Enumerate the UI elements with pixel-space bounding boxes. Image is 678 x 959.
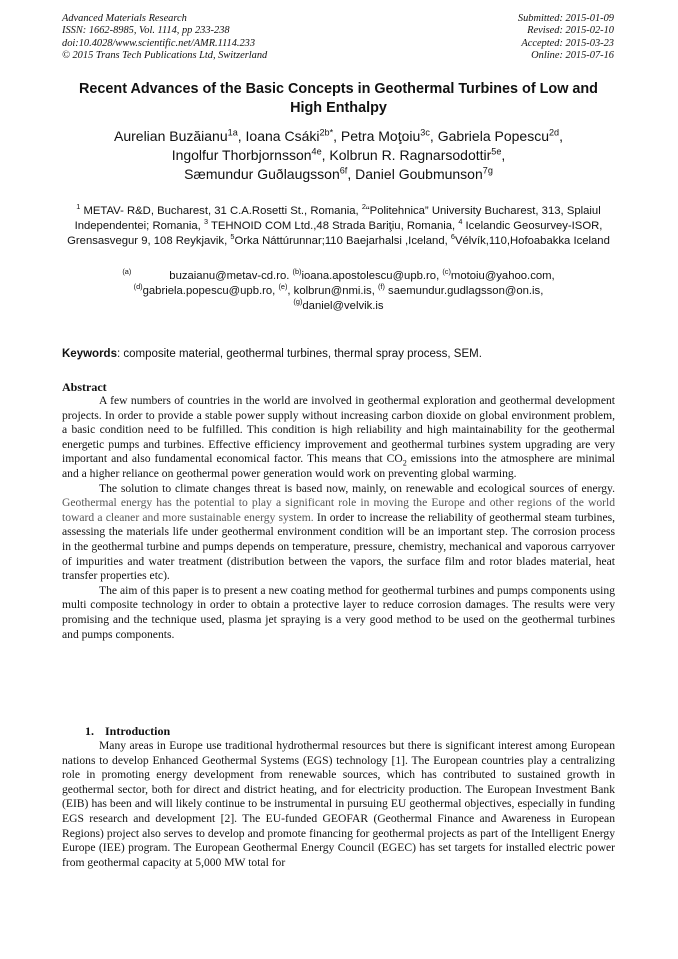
paper-title: Recent Advances of the Basic Concepts in Geothermal Turbines of Low and High Enthalpy: [79, 81, 598, 116]
abstract-paragraph: The aim of this paper is to present a new coating method for geothermal turbines and pumps components using multi composite technology in order to obtain a protective layer to reduce corrosion damages. The results were very promising and the technique used, plasma jet spraying is a very good method to be used on the geothermal turbines and pumps components.: [62, 583, 615, 641]
author: Ioana Csáki$^{2b*}$,: [245, 127, 341, 144]
affiliation: $^5$Orka Náttúrunnar;110 Baejarhalsi ,Iceland,: [230, 232, 451, 248]
affiliations: [62, 204, 615, 250]
email[interactable]: $^{(e)}$, kolbrun@nmi.is,: [278, 282, 378, 298]
journal-copyright: © 2015 Trans Tech Publications Ltd, Switzerland: [62, 49, 268, 61]
author: Sæmundur Guðlaugsson$^{6f}$,: [184, 165, 356, 182]
date-submitted: Submitted: 2015-01-09: [517, 13, 614, 24]
email[interactable]: $^{(a)}$ buzaianu@metav-cd.ro.: [122, 267, 293, 282]
section-number: 1.: [85, 724, 94, 738]
affiliation: $^2$“Politehnica” University Bucharest, 313, Splaiul Independentei; Romania,: [74, 202, 601, 233]
affiliation: $^1$ METAV- R&D, Bucharest, 31 C.A.Rosetti St., Romania,: [76, 202, 362, 217]
author-emails: [62, 269, 615, 315]
affiliation: $^3$ TEHNOID COM Ltd.,48 Strada Bariţiu, Romania,: [203, 217, 459, 233]
abstract-heading: Abstract: [62, 380, 107, 394]
section-title: Introduction: [105, 724, 171, 738]
author: Daniel Goubmunson$^{7g}$: [355, 165, 493, 182]
affiliation: $^6$Vélvík,110,Hofoabakka Iceland: [450, 232, 610, 248]
author: Gabriela Popescu$^{2d}$,: [437, 127, 563, 144]
journal-info: [62, 13, 267, 62]
date-revised: Revised: 2015-02-10: [527, 25, 614, 37]
section-heading-introduction: [85, 724, 170, 738]
introduction-paragraph: Many areas in Europe use traditional hydrothermal resources but there is significant interest among European nations to develop Enhanced Geothermal Systems (EGS) technology [1]. The European countries play a centralizing role in promoting energy development from renewable sources, which has contributed to sustained growth in geothermal sector, both for direct and district heating, and for electricity production. The European Investment Bank (EIB) has been and will likely continue to be instrumental in pursuing EU geothermal objectives, especially in funding EGS research and development [2]. The EU-funded GEOFAR (Geothermal Finance and Awareness in European Regions) project also serves to develop and promote financing for geothermal projects as part of the Intelligent Energy Europe (IEE) program. The European Geothermal Energy Council (EGEC) has set targets for installed electric power from geothermal capacity at 5,000 MW total for: [62, 739, 615, 869]
journal-name: Advanced Materials Research: [62, 13, 187, 24]
journal-issn: ISSN: 1662-8985, Vol. 1114, pp 233-238: [62, 25, 230, 37]
author-list: [62, 127, 615, 184]
journal-doi: doi:10.4028/www.scientific.net/AMR.1114.233: [62, 37, 256, 49]
keywords-label: Keywords: [62, 348, 117, 360]
author: Kolbrun R. Ragnarsodottir$^{5e}$,: [329, 146, 506, 163]
author: Aurelian Buzăianu$^{1a}$,: [114, 127, 246, 144]
author: Ingolfur Thorbjornsson$^{4e}$,: [171, 146, 330, 163]
affiliation: $^4$ Icelandic Geosurvey-ISOR, Grensasvegur 9, 108 Reykjavik,: [67, 217, 603, 248]
abstract-paragraph: The solution to climate changes threat is based now, mainly, on renewable and ecological sources of energy. Geothermal energy has the potential to play a significant role in moving the Europe and other regions of the world toward a cleaner and more sustainable energy system. In order to increase the reliability of geothermal steam turbines, assessing the materials life under geothermal environment condition will be an important step. The corrosion process in the geothermal turbine and pumps depends on temperature, pressure, chemistry, mechanical and vaporous carryover of impurities and water treatment (distribution between the vapors, the surface film and rotor blades material, heat transfer properties etc).: [62, 481, 616, 583]
email[interactable]: $^{(d)}$gabriela.popescu@upb.ro,: [133, 282, 279, 298]
keywords-text: : composite material, geothermal turbines, thermal spray process, SEM.: [116, 348, 482, 360]
date-accepted: Accepted: 2015-03-23: [521, 37, 614, 49]
email[interactable]: $^{(g)}$daniel@velvik.is: [293, 297, 384, 313]
abstract-body: [62, 394, 615, 642]
abstract-paragraph: A few numbers of countries in the world are involved in geothermal exploration and geothermal development projects. In order to provide a stable power supply without increasing carbon dioxide on global environment problem, a basic condition need to be fulfilled. This condition is high reliability and high maintainability for the geothermal energetic pumps and turbines. Effective efficiency improvement and geothermal turbines system upgrading are very important and also fundamental economical factor. This means that $CO_2$ emissions into the atmosphere are minimal and a higher reliance on geothermal power generation would work on preventing global warming.: [62, 394, 616, 480]
date-online: Online: 2015-07-16: [531, 49, 614, 61]
email[interactable]: $^{(f)}$ saemundur.gudlagsson@on.is,: [377, 282, 544, 298]
publication-dates: [518, 13, 614, 62]
email[interactable]: $^{(c)}$motoiu@yahoo.com,: [442, 267, 555, 282]
introduction-body: [62, 739, 615, 870]
email[interactable]: $^{(b)}$ioana.apostolescu@upb.ro,: [292, 267, 443, 282]
author: Petra Moţoiu$^{3c}$,: [340, 127, 438, 144]
keywords: [62, 347, 615, 362]
